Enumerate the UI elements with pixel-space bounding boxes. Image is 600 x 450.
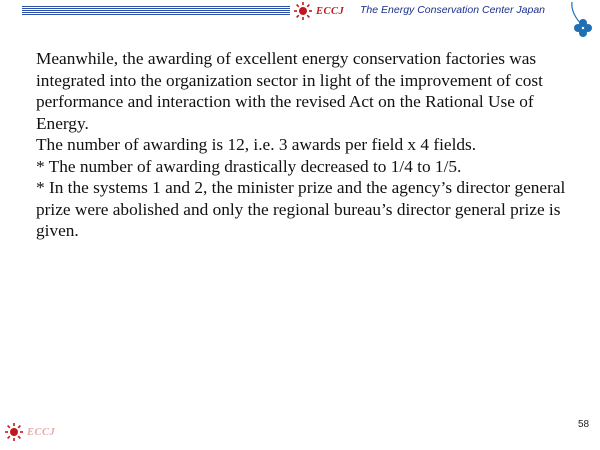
paragraph-integration: Meanwhile, the awarding of excellent energy conservation factories was integrated into the organization sector in light of the improvement of cost performance and interaction with the revised Act on the Rational Use of Energy. — [36, 49, 543, 133]
eccj-sun-logo-icon — [4, 422, 24, 442]
paragraph-prizes: * In the systems 1 and 2, the minister prize and the agency’s director general prize were abolished and only the regional bureau’s director general prize is given. — [36, 178, 566, 240]
header-rule — [22, 6, 290, 15]
clover-icon — [563, 0, 597, 44]
page-number: 58 — [578, 419, 590, 430]
footer-logo-text: ECCJ — [27, 426, 56, 438]
footer-logo — [4, 422, 55, 442]
header-logo — [293, 1, 344, 21]
paragraph-award-count: The number of awarding is 12, i.e. 3 awards per field x 4 fields. — [36, 135, 477, 154]
header-logo-text: ECCJ — [316, 5, 345, 17]
paragraph-decrease: * The number of awarding drastically decreased to 1/4 to 1/5. — [36, 156, 462, 176]
eccj-sun-logo-icon — [293, 1, 313, 21]
organization-name: The Energy Conservation Center Japan — [360, 4, 546, 16]
slide-body — [36, 48, 576, 242]
